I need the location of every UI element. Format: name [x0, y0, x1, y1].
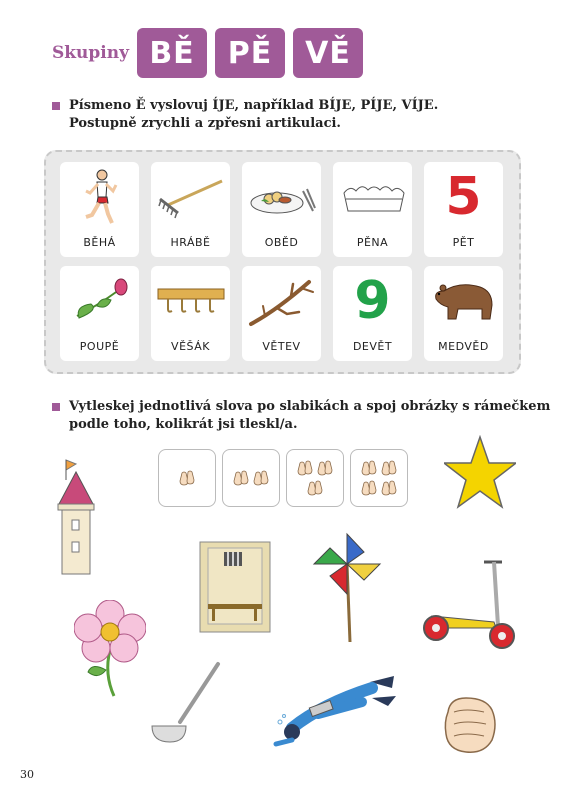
card-word: MEDVĚD — [438, 340, 489, 353]
cell-picture[interactable] — [198, 540, 272, 638]
card-pet — [424, 162, 503, 257]
clapping-hands-icon — [252, 469, 270, 487]
section-label: Skupiny — [52, 43, 129, 63]
card-pena — [333, 162, 412, 257]
clapping-hands-icon — [178, 469, 196, 487]
instruction-1 — [52, 97, 438, 133]
star-picture[interactable] — [444, 435, 516, 515]
ladle-picture[interactable] — [150, 660, 222, 750]
digit-five — [424, 162, 503, 232]
rake-icon — [151, 162, 230, 232]
card-medved — [424, 266, 503, 361]
digit-nine — [333, 266, 412, 336]
clapping-hands-icon — [380, 479, 398, 497]
runner-icon — [60, 162, 139, 232]
card-obed — [242, 162, 321, 257]
bear-icon — [424, 266, 503, 336]
bullet-square — [52, 102, 60, 110]
card-beha — [60, 162, 139, 257]
card-word: DEVĚT — [352, 340, 393, 353]
section-header — [52, 28, 371, 78]
rosebud-icon — [60, 266, 139, 336]
fist-picture[interactable] — [440, 694, 500, 760]
coat-hanger-icon — [151, 266, 230, 336]
pinwheel-picture[interactable] — [312, 532, 382, 648]
syllable-be: BĚ — [137, 28, 207, 78]
card-word: OBĚD — [264, 236, 299, 249]
clap-box-3[interactable] — [286, 449, 344, 507]
digit-nine-text: 9 — [354, 271, 391, 331]
digit-five-text: 5 — [445, 167, 482, 227]
card-word: PĚT — [452, 236, 475, 249]
picture-panel — [44, 150, 521, 374]
instruction-1-line-2: Postupně zrychli a zpřesni artikulaci. — [69, 116, 341, 131]
card-hrabe — [151, 162, 230, 257]
clapping-hands-icon — [316, 459, 334, 477]
card-word: BĚHÁ — [83, 236, 116, 249]
syllable-ve: VĚ — [293, 28, 363, 78]
clap-box-1[interactable] — [158, 449, 216, 507]
clapping-hands-icon — [360, 479, 378, 497]
clapping-hands-icon — [296, 459, 314, 477]
card-word: VĚTEV — [262, 340, 301, 353]
clap-box-2[interactable] — [222, 449, 280, 507]
card-word: PĚNA — [356, 236, 389, 249]
instruction-2-line-2: podle toho, kolikrát jsi tleskl/a. — [69, 417, 298, 432]
bullet-square — [52, 403, 60, 411]
clapping-hands-icon — [380, 459, 398, 477]
clapping-hands-icon — [232, 469, 250, 487]
card-poupe — [60, 266, 139, 361]
clapping-hands-icon — [306, 479, 324, 497]
instruction-2 — [52, 398, 550, 434]
scooter-picture[interactable] — [418, 556, 518, 660]
syllable-pe: PĚ — [215, 28, 285, 78]
card-word: POUPĚ — [79, 340, 120, 353]
card-vesak — [151, 266, 230, 361]
diver-picture[interactable] — [272, 674, 398, 756]
card-word: HRÁBĚ — [170, 236, 211, 249]
page-number: 30 — [20, 768, 34, 781]
flower-picture[interactable] — [74, 600, 146, 704]
clap-box-4[interactable] — [350, 449, 408, 507]
card-devet — [333, 266, 412, 361]
card-word: VĚŠÁK — [171, 340, 210, 353]
branch-icon — [242, 266, 321, 336]
dinner-plate-icon — [242, 162, 321, 232]
instruction-1-line-1: Písmeno Ě vyslovuj ÍJE, například BÍJE, PÍJE, VÍJE. — [69, 98, 439, 113]
card-vetev — [242, 266, 321, 361]
tower-picture[interactable] — [56, 458, 96, 580]
instruction-2-line-1: Vytleskej jednotlivá slova po slabikách a spoj obrázky s rámečkem — [69, 399, 551, 414]
clapping-hands-icon — [360, 459, 378, 477]
foam-bath-icon — [333, 162, 412, 232]
